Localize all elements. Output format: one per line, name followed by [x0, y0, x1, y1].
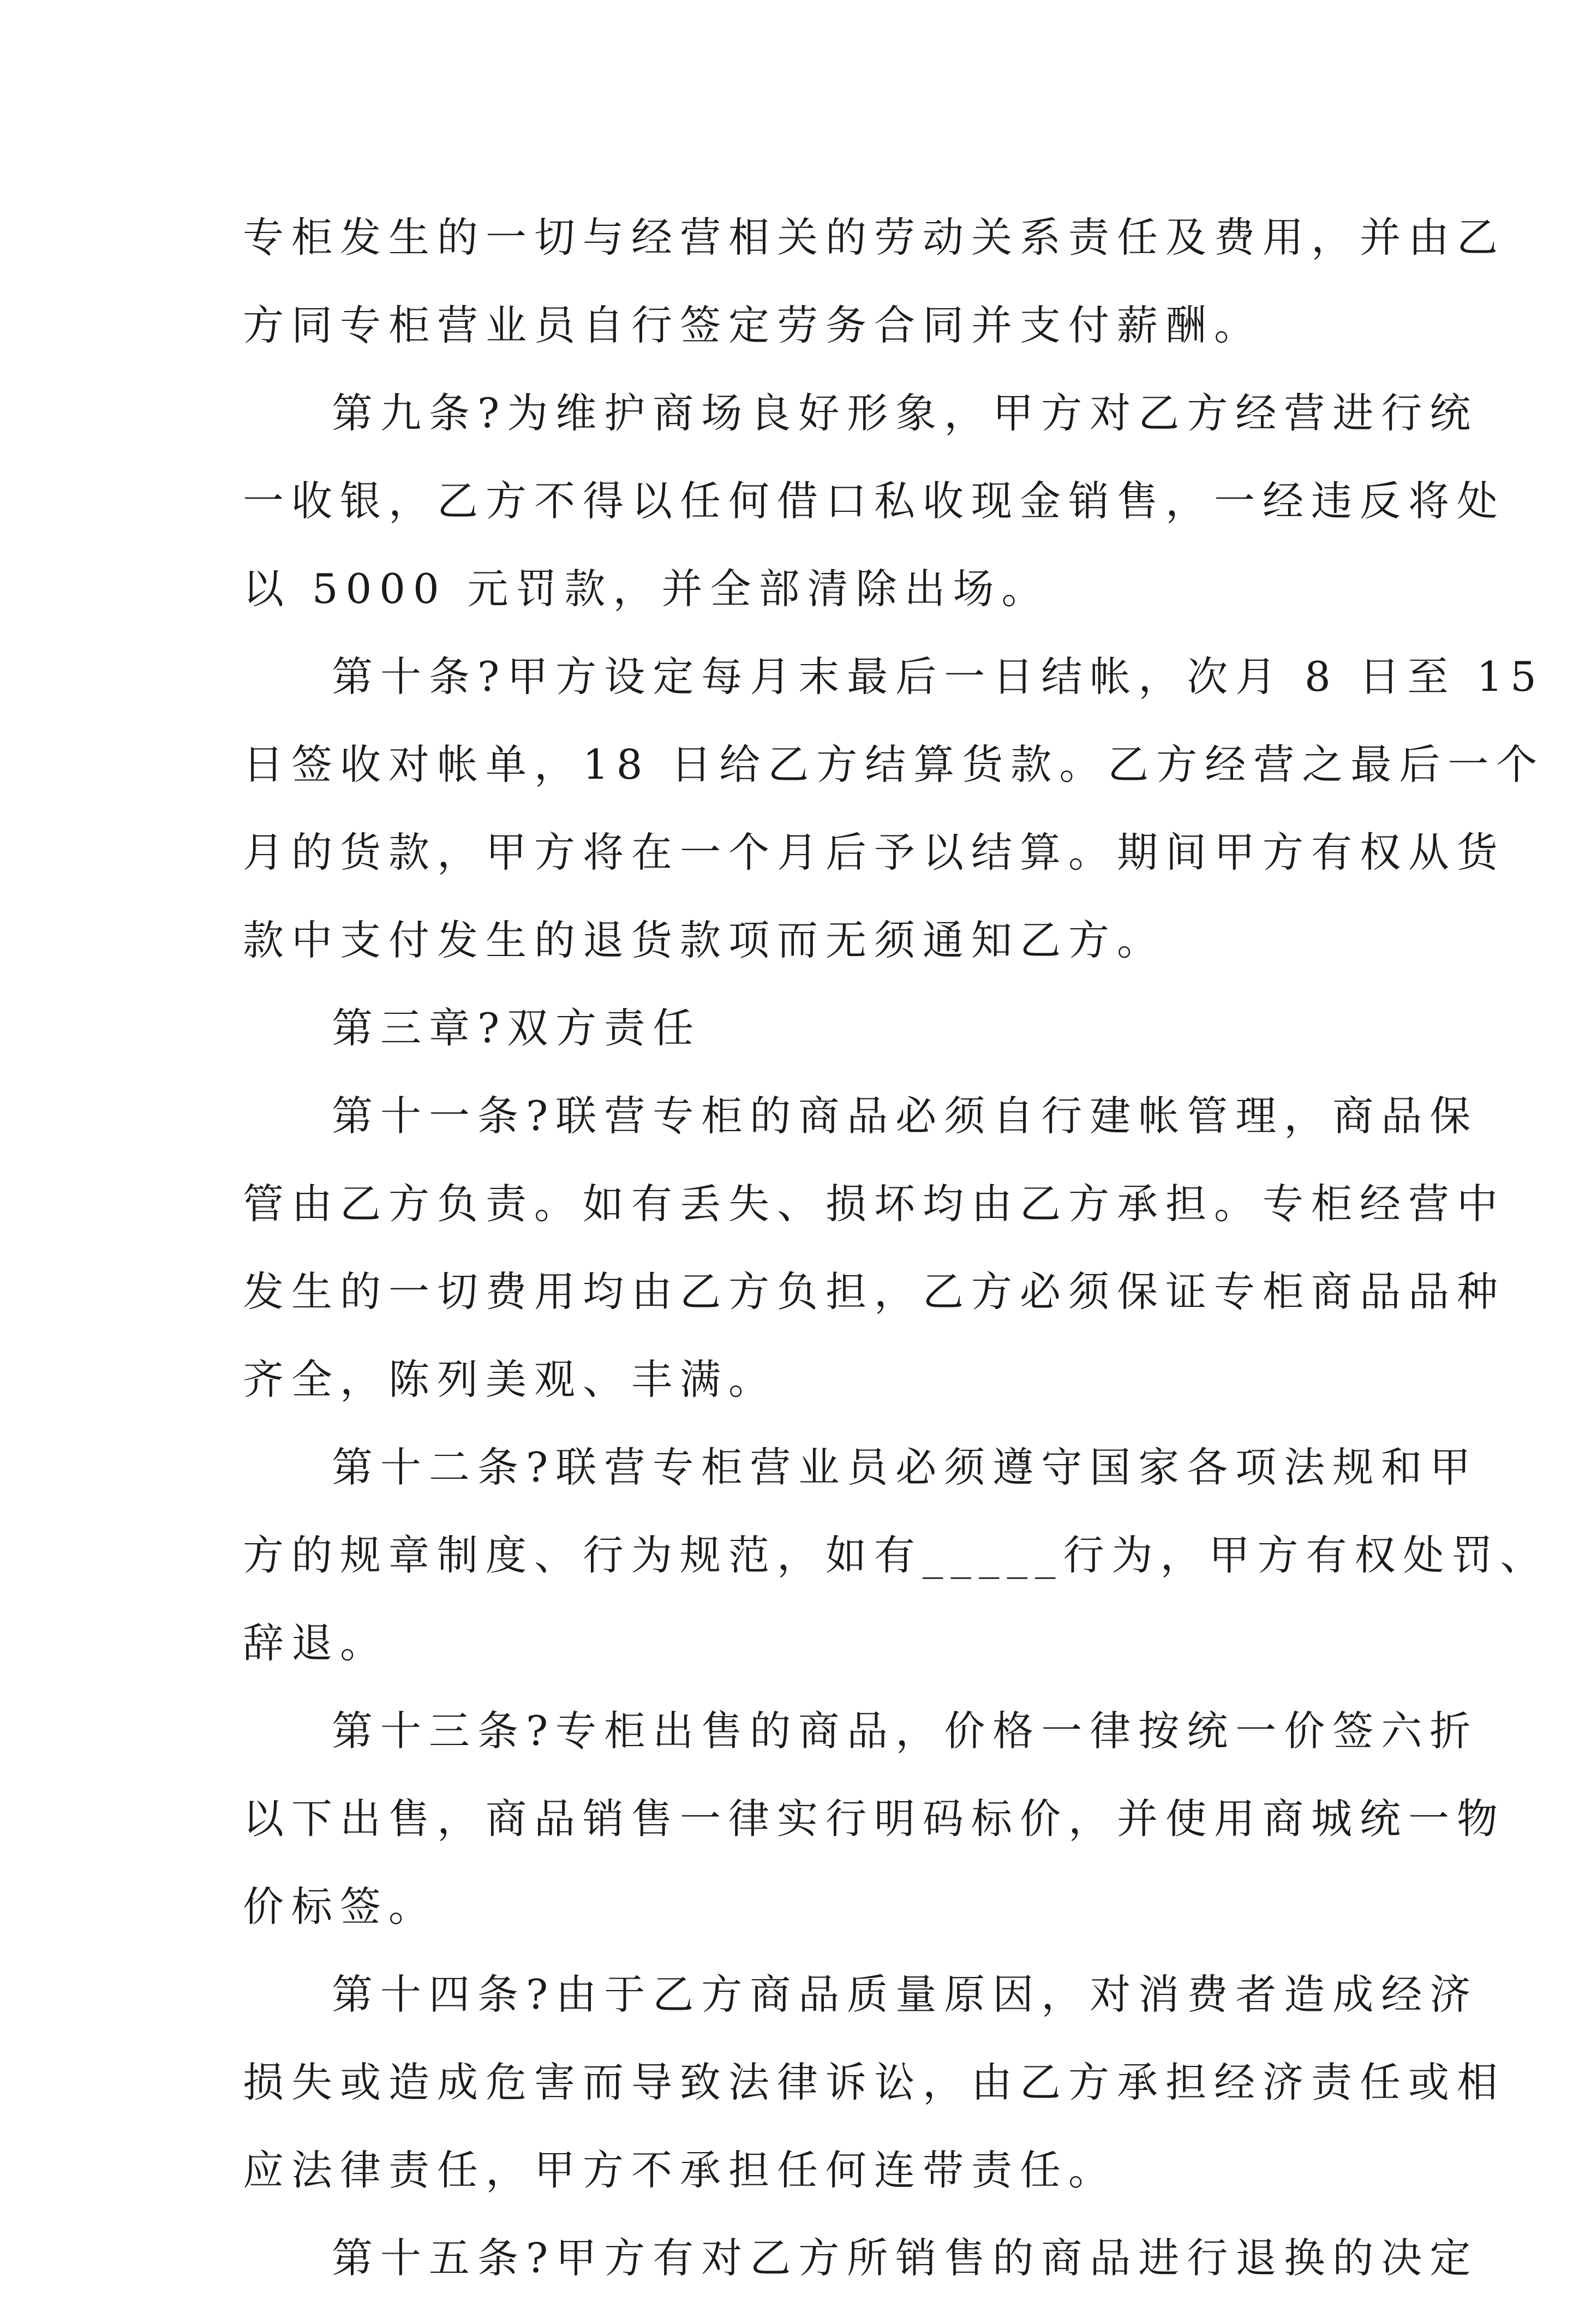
article-11-line: 第十一条?联营专柜的商品必须自行建帐管理，商品保	[332, 1092, 1479, 1140]
article-13-line: 第十三条?专柜出售的商品，价格一律按统一价签六折	[332, 1707, 1479, 1755]
text-line: 应法律责任，甲方不承担任何连带责任。	[243, 2146, 1117, 2194]
text-line: 款中支付发生的退货款项而无须通知乙方。	[243, 916, 1166, 964]
text-line: 辞退。	[243, 1619, 389, 1667]
text-line: 齐全，陈列美观、丰满。	[243, 1355, 777, 1403]
text-line: 方同专柜营业员自行签定劳务合同并支付薪酬。	[243, 301, 1263, 349]
article-12-line: 第十二条?联营专柜营业员必须遵守国家各项法规和甲	[332, 1443, 1479, 1491]
text-line: 管由乙方负责。如有丢失、损坏均由乙方承担。专柜经营中	[243, 1180, 1506, 1228]
text-line: 以下出售，商品销售一律实行明码标价，并使用商城统一物	[243, 1795, 1506, 1843]
article-14-line: 第十四条?由于乙方商品质量原因，对消费者造成经济	[332, 1970, 1479, 2018]
text-line: 损失或造成危害而导致法律诉讼，由乙方承担经济责任或相	[243, 2058, 1506, 2106]
article-15-line: 第十五条?甲方有对乙方所销售的商品进行退换的决定	[332, 2234, 1479, 2282]
text-line: 方的规章制度、行为规范，如有_____行为，甲方有权处罚、	[243, 1531, 1549, 1579]
article-10-line: 第十条?甲方设定每月末最后一日结帐，次月 8 日至 15	[332, 653, 1544, 701]
text-line: 发生的一切费用均由乙方负担，乙方必须保证专柜商品品种	[243, 1268, 1506, 1316]
text-line: 专柜发生的一切与经营相关的劳动关系责任及费用，并由乙	[243, 213, 1506, 261]
text-line: 一收银，乙方不得以任何借口私收现金销售，一经违反将处	[243, 477, 1506, 525]
text-line: 月的货款，甲方将在一个月后予以结算。期间甲方有权从货	[243, 828, 1506, 876]
chapter-3-heading: 第三章?双方责任	[332, 1004, 702, 1052]
document-body	[243, 213, 1549, 2324]
text-line: 价标签。	[243, 1883, 438, 1931]
text-line: 日签收对帐单，18 日给乙方结算货款。乙方经营之最后一个	[243, 740, 1545, 788]
article-9-line: 第九条?为维护商场良好形象，甲方对乙方经营进行统	[332, 389, 1479, 437]
text-line: 以 5000 元罚款，并全部清除出场。	[243, 565, 1050, 613]
